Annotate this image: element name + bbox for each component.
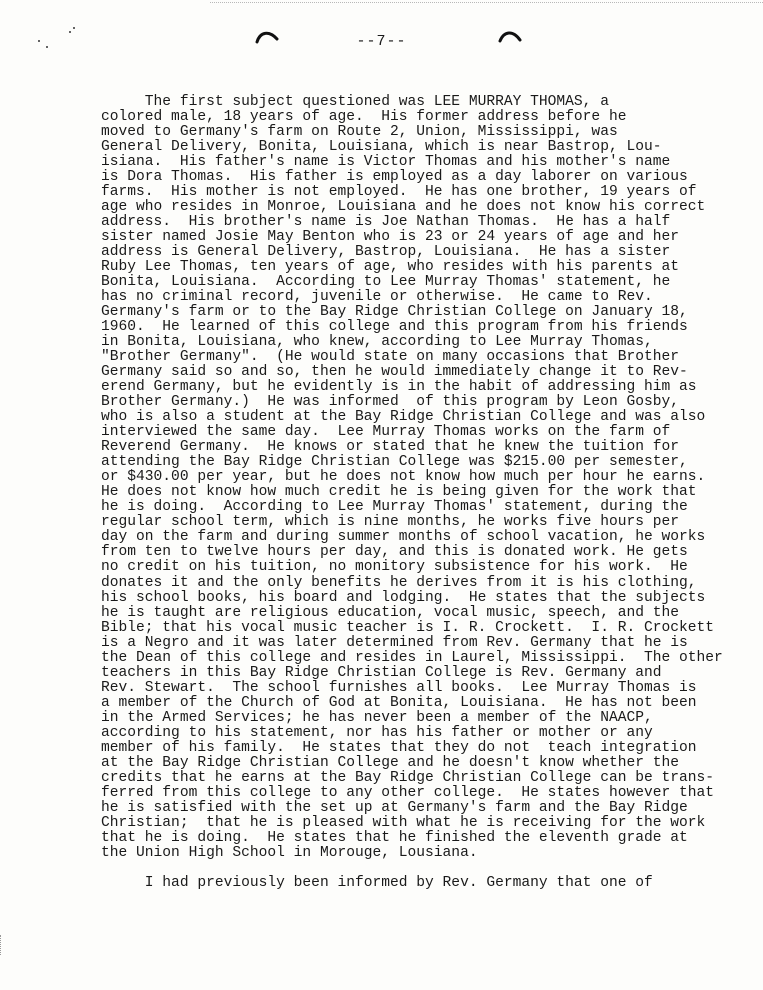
margin-mark [0,935,4,955]
speck-mark [73,27,75,29]
body-paragraph: I had previously been informed by Rev. Germany that one of [101,875,653,891]
page-number: --7-- [356,33,407,50]
top-dotted-edge [210,2,763,3]
body-paragraph: The first subject questioned was LEE MURRAY THOMAS, a colored male, 18 years of age. His former address before he moved to Germany's farm on Route 2, Union, Mississippi, was General Delivery, Bonita, Louisiana, which is near Bastrop, Lou- isiana. His father's name is Victor Thomas and his mother's name is Dora Thomas. His father is employed as a day laborer on various farms. His mother is not employed. He has one brother, 19 years of age who resides in Monroe, Louisiana and he does not know his correct address. His brother's name is Joe Nathan Thomas. He has a half sister named Josie May Benton who is 23 or 24 years of age and her address is General Delivery, Bastrop, Louisiana. He has a sister Ruby Lee Thomas, ten years of age, who resides with his parents at Bonita, Louisiana. According to Lee Murray Thomas' statement, he has no criminal record, juvenile or otherwise. He came to Rev. Germany's farm or to the Bay Ridge Christian College on January 18, 1960. He learned of this college and this program from his friends in Bonita, Louisiana, who knew, according to Lee Murray Thomas, "Brother Germany". (He would state on many occasions that Brother Germany said so and so, then he would immediately change it to Rev- erend Germany, but he evidently is in the habit of addressing him as Brother Germany.) He was informed of this program by Leon Gosby, who is also a student at the Bay Ridge Christian College and was also interviewed the same day. Lee Murray Thomas works on the farm of Reverend Germany. He knows or stated that he knew the tuition for attending the Bay Ridge Christian College was $215.00 per semester, or $430.00 per year, but he does not know how much per hour he earns. He does not know how much credit he is being given for the work that he is doing. According to Lee Murray Thomas' statement, during the regular school term, which is nine months, he works five hours per day on the farm and during summer months of school vacation, he works from ten to twelve hours per day, and this is donated work. He gets no credit on his tuition, no monitory subsistence for his work. He donates it and the only benefits he derives from it is his clothing, his school books, his board and lodging. He states that the subjects he is taught are religious education, vocal music, speech, and the Bible; that his vocal music teacher is I. R. Crockett. I. R. Crockett is a Negro and it was later determined from Rev. Germany that he is the Dean of this college and resides in Laurel, Mississippi. The other teachers in this Bay Ridge Christian College is Rev. Germany and Rev. Stewart. The school furnishes all books. Lee Murray Thomas is a member of the Church of God at Bonita, Louisiana. He has not been in the Armed Services; he has never been a member of the NAACP, according to his statement, nor has his father or mother or any member of his family. He states that they do not teach integration at the Bay Ridge Christian College and he doesn't know whether the credits that he earns at the Bay Ridge Christian College can be trans- ferred from this college to any other college. He states however that he is satisfied with the set up at Germany's farm and the Bay Ridge Christian; that he is pleased with what he is receiving for the work that he is doing. He states that he finished the eleventh grade at the Union High School in Morouge, Lousiana. [101,94,723,861]
